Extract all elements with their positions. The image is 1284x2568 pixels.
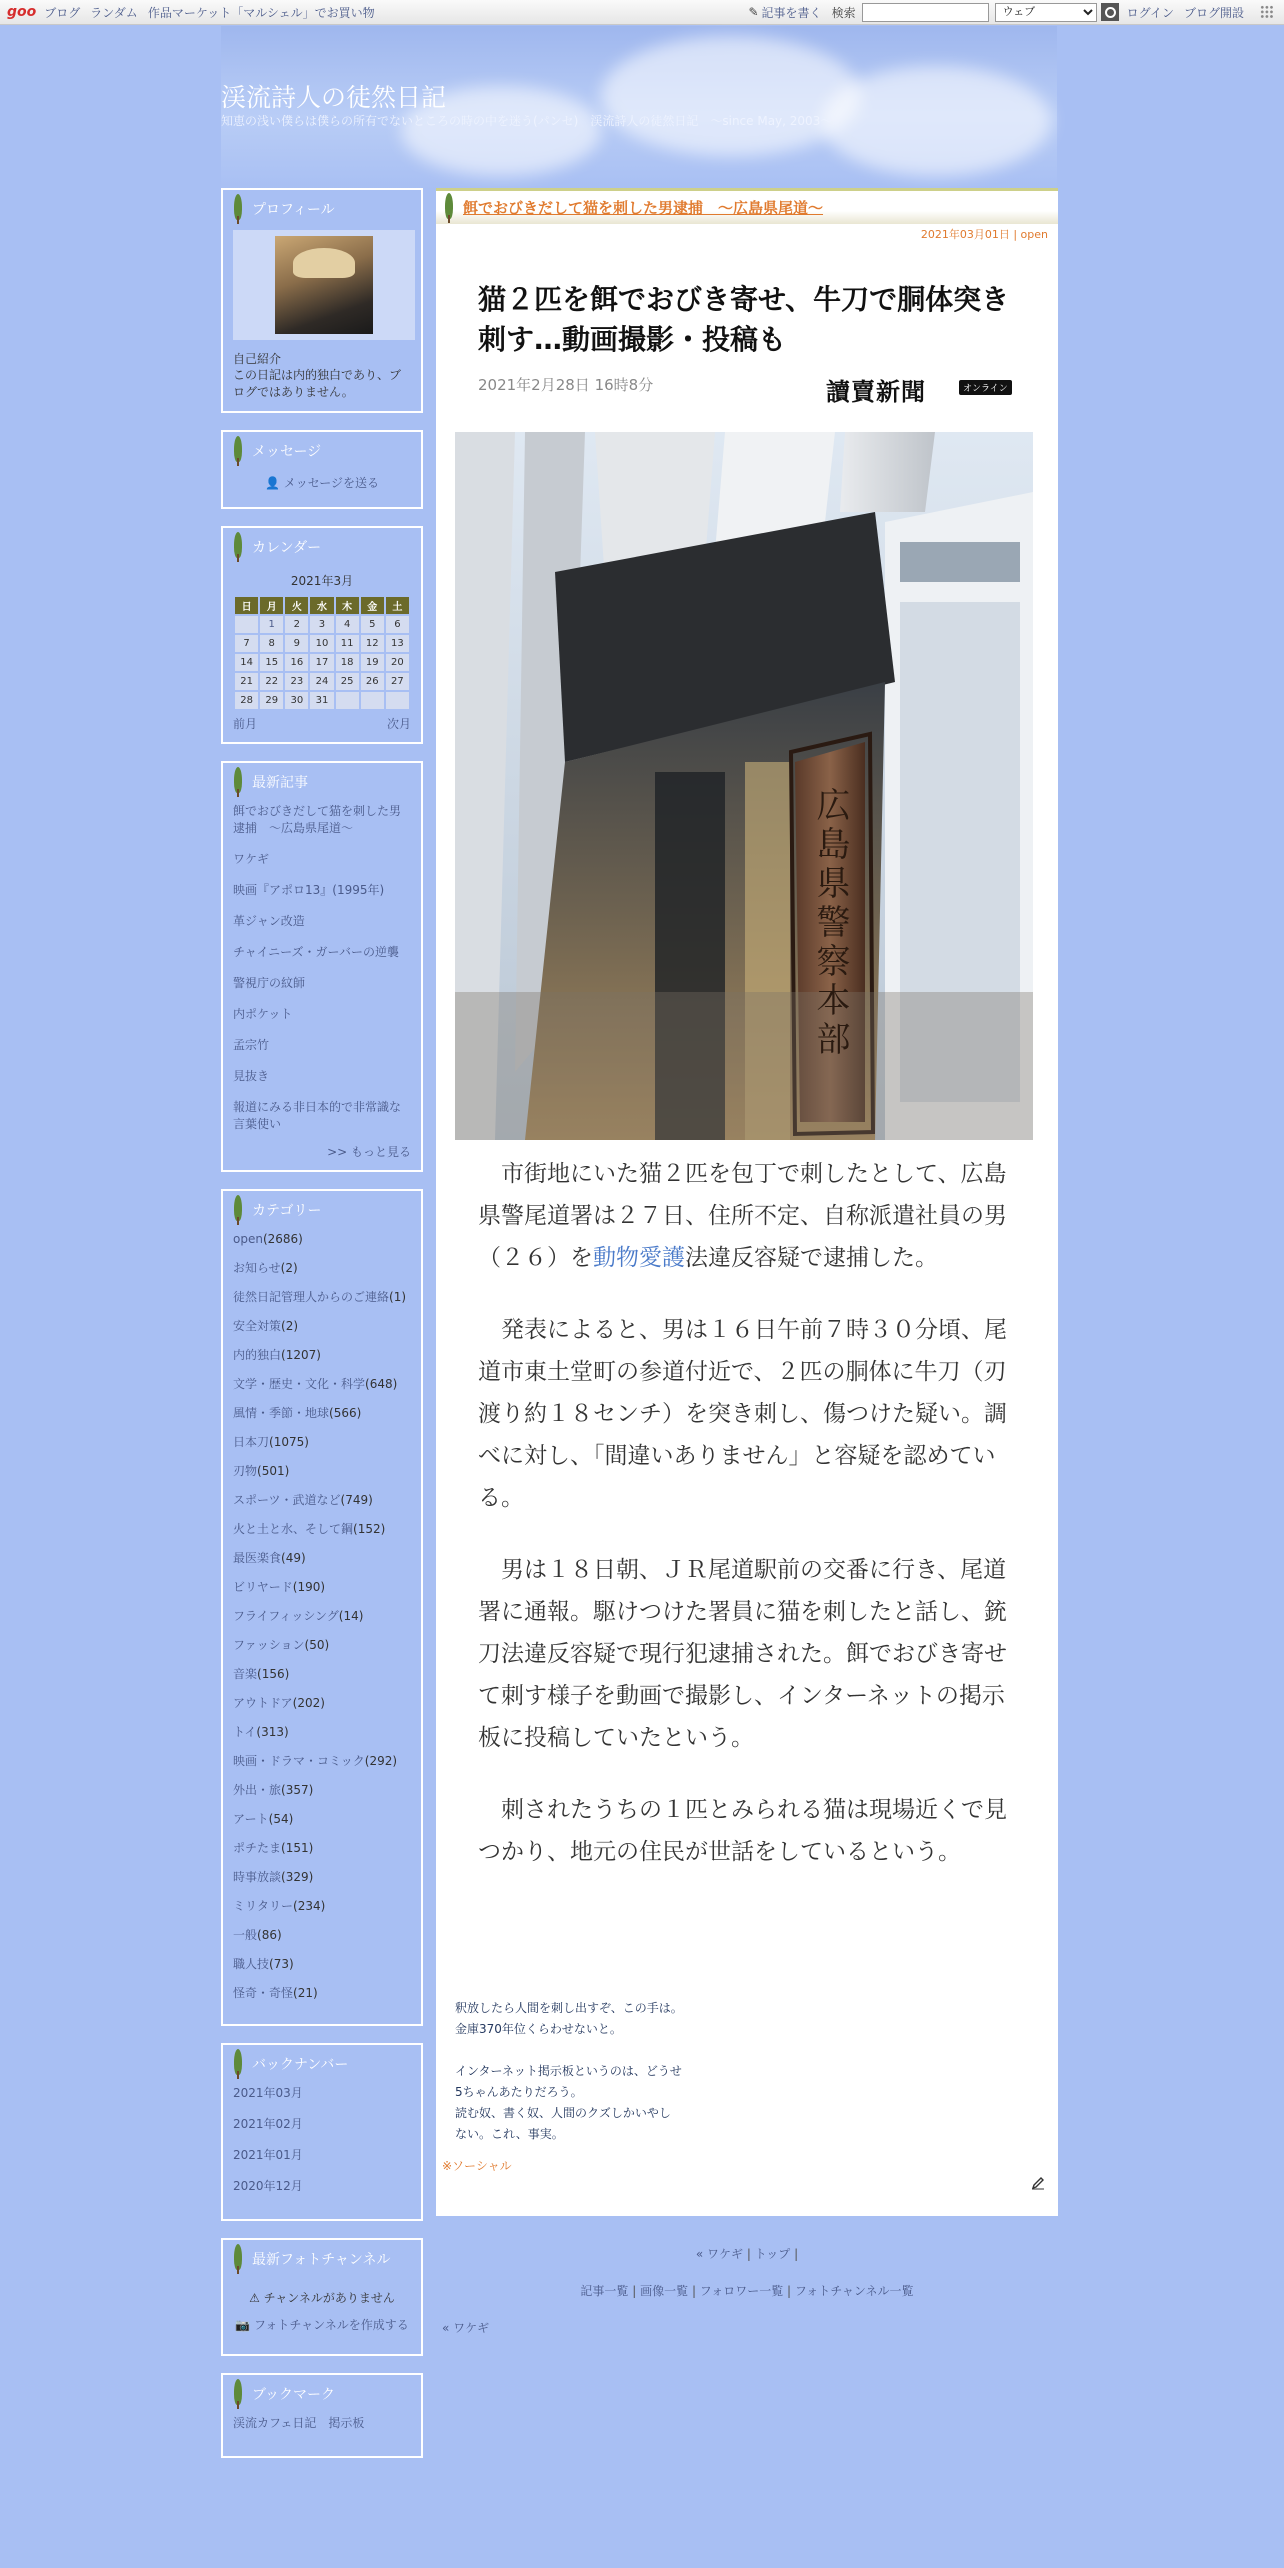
search-button[interactable]: [1101, 3, 1119, 21]
category-item: [233, 1463, 411, 1480]
bookmark-link[interactable]: 渓流カフェ日記 掲示板: [233, 2416, 365, 2430]
category-link[interactable]: 風情・季節・地球: [233, 1406, 330, 1420]
calendar-day: 23: [285, 673, 308, 690]
category-item: [233, 1521, 411, 1538]
category-count: (329): [281, 1870, 314, 1884]
weekday: 日: [235, 597, 258, 614]
top-link[interactable]: トップ: [754, 2247, 791, 2261]
weekday: 金: [361, 597, 384, 614]
category-count: (749): [340, 1493, 373, 1507]
followers-link[interactable]: フォロワー一覧: [699, 2284, 784, 2298]
calendar-day: 20: [386, 654, 409, 671]
message-box: [221, 430, 423, 509]
category-list: [233, 1231, 411, 2002]
calendar-day: 6: [386, 616, 409, 633]
calendar-day: 15: [260, 654, 283, 671]
news-paragraph: 発表によると、男は１６日午前７時３０分頃、尾道市東土堂町の参道付近で、２匹の胴体に牛刀（刃渡り約１８センチ）を突き刺し、傷つけた疑い。調べに対し、「間違いありません」と容疑を認めている。: [478, 1317, 1007, 1511]
recent-post-link[interactable]: 餌でおびきだして猫を刺した男逮捕 ～広島県尾道～: [233, 804, 402, 835]
camera-icon: 📷: [235, 2318, 255, 2332]
backnumber-link[interactable]: 2020年12月: [233, 2179, 303, 2193]
category-link[interactable]: 徒然日記管理人からのご連絡: [233, 1290, 390, 1304]
blog-header: [221, 26, 1057, 190]
search-label: 検索: [831, 5, 856, 20]
all-posts-link[interactable]: 記事一覧: [580, 2284, 629, 2298]
category-count: (190): [292, 1580, 326, 1594]
online-badge: オンライン: [959, 380, 1012, 395]
toolbar-link-random[interactable]: ランダム: [90, 5, 138, 20]
tree-icon: [231, 767, 245, 797]
calendar-day: 29: [260, 692, 283, 709]
avatar[interactable]: [275, 236, 373, 334]
search-scope-select[interactable]: [995, 3, 1097, 22]
category-count: (49): [281, 1551, 306, 1565]
site-title[interactable]: 渓流詩人の徒然日記: [221, 83, 447, 112]
category-count: (1): [389, 1290, 407, 1304]
category-link[interactable]: トイ: [233, 1725, 257, 1739]
category-item: [233, 1318, 411, 1335]
recent-post-link[interactable]: 報道にみる非日本的で非常識な言葉使い: [233, 1100, 402, 1131]
send-message-link[interactable]: 👤 メッセージを送る: [264, 476, 380, 490]
person-icon: 👤: [264, 476, 284, 490]
weekday: 月: [260, 597, 283, 614]
calendar-day: 4: [336, 616, 359, 633]
category-item: [233, 1608, 411, 1625]
edit-pencil-icon[interactable]: [1030, 2175, 1046, 2191]
more-posts-link[interactable]: >> もっと見る: [327, 1145, 411, 1159]
back-link[interactable]: « ワケギ: [442, 2321, 490, 2335]
article: [436, 188, 1058, 2216]
profile-image-frame: [233, 230, 415, 340]
backnumber-title: バックナンバー: [252, 2057, 349, 2073]
category-count: (151): [281, 1841, 314, 1855]
no-channel-text: チャンネルがありません: [263, 2291, 395, 2305]
category-count: (152): [353, 1522, 386, 1536]
site-description: 知恵の浅い僕らは僕らの所有でないところの時の中を迷う(パンセ) 渓流詩人の徒然日記 ～since May, 2003～: [221, 114, 833, 128]
recent-posts-title: 最新記事: [252, 775, 308, 791]
category-link[interactable]: 文学・歴史・文化・科学: [233, 1377, 366, 1391]
calendar-day: 8: [260, 635, 283, 652]
category-item: [233, 1637, 411, 1654]
calendar-day-link[interactable]: 1: [268, 619, 275, 630]
backnumber-link[interactable]: 2021年02月: [233, 2117, 303, 2131]
bookmark-box: [221, 2373, 423, 2458]
calendar-day: 24: [310, 673, 333, 690]
category-count: (1207): [281, 1348, 321, 1362]
category-link[interactable]: 怪奇・奇怪: [233, 1986, 294, 2000]
entry-category-link[interactable]: open: [1020, 228, 1048, 241]
calendar-day: 25: [336, 673, 359, 690]
photo-channel-title: 最新フォトチャンネル: [252, 2252, 391, 2268]
photo-illustration: [455, 432, 1033, 1140]
calendar-day: 17: [310, 654, 333, 671]
calendar-day: 26: [361, 673, 384, 690]
category-count: (2): [280, 1261, 298, 1275]
bookmark-title: ブックマーク: [252, 2387, 336, 2403]
calendar-day: [386, 692, 409, 709]
author-comment: 釈放したら人間を刺し出すぞ、この手は。 金庫370年位くらわせないと。 インターネット掲示板というのは、どうせ 5ちゃんあたりだろう。 読む奴、書く奴、人間のクズしかいやし ない。これ、事実。: [455, 2001, 683, 2141]
calendar-day: 28: [235, 692, 258, 709]
category-item: [233, 1289, 411, 1306]
keyword-link[interactable]: 動物愛護: [593, 1245, 685, 1271]
recent-post-link[interactable]: 孟宗竹: [233, 1038, 270, 1052]
category-item: [233, 1376, 411, 1393]
recent-post-link[interactable]: 見抜き: [233, 1069, 270, 1083]
open-blog-link[interactable]: ブログ開設: [1183, 5, 1244, 20]
calendar-day: 27: [386, 673, 409, 690]
category-item: [233, 1840, 411, 1857]
recent-post-link[interactable]: 内ポケット: [233, 1007, 293, 1021]
tree-icon: [231, 2379, 245, 2409]
category-item: [233, 1550, 411, 1567]
category-count: (648): [365, 1377, 398, 1391]
category-count: (86): [257, 1928, 282, 1942]
calendar-day: 21: [235, 673, 258, 690]
calendar-day: 19: [361, 654, 384, 671]
category-item: [233, 1753, 411, 1770]
category-item: [233, 1869, 411, 1886]
profile-intro-label: 自己紹介: [233, 352, 282, 366]
calendar-day: 16: [285, 654, 308, 671]
toolbar-link-marche[interactable]: 作品マーケット「マルシェル」でお買い物: [147, 5, 375, 20]
category-count: (2686): [262, 1232, 303, 1246]
news-paragraph: 市街地にいた猫２匹を包丁で刺したとして、広島県警尾道署は２７日、住所不定、自称派遣社員の男（２６）を動物愛護法違反容疑で逮捕した。: [478, 1161, 1007, 1271]
category-item: [233, 1782, 411, 1799]
weekday: 火: [285, 597, 308, 614]
toolbar-link-blog[interactable]: ブログ: [44, 5, 81, 20]
category-box: [221, 1189, 423, 2026]
sidebar: [221, 188, 423, 2475]
category-count: (234): [293, 1899, 326, 1913]
category-count: (357): [281, 1783, 314, 1797]
warning-icon: ⚠: [249, 2291, 264, 2305]
cloud-decoration: [821, 66, 1051, 176]
category-link[interactable]: アウトドア: [233, 1696, 293, 1710]
category-item: [233, 1434, 411, 1451]
entry-date-link[interactable]: 2021年03月01日: [920, 228, 1010, 241]
weekday: 水: [310, 597, 333, 614]
backnumber-link[interactable]: 2021年01月: [233, 2148, 303, 2162]
category-link[interactable]: 職人技: [233, 1957, 270, 1971]
news-date: 2021年2月28日 16時8分: [478, 376, 654, 394]
category-link[interactable]: アート: [233, 1812, 269, 1826]
calendar-title: カレンダー: [252, 540, 322, 556]
category-count: (202): [292, 1696, 325, 1710]
photo-channels-link[interactable]: フォトチャンネル一覧: [794, 2284, 914, 2298]
category-link[interactable]: 一般: [233, 1928, 258, 1942]
calendar-day: 10: [310, 635, 333, 652]
message-title: メッセージ: [252, 444, 322, 460]
news-paragraph: 刺されたうちの１匹とみられる猫は現場近くで見つかり、地元の住民が世話をしているという。: [478, 1797, 1007, 1865]
recent-post-link[interactable]: 革ジャン改造: [233, 914, 305, 928]
calendar-box: [221, 526, 423, 744]
calendar-prev-link[interactable]: 前月: [233, 717, 258, 731]
category-link[interactable]: 刃物: [233, 1464, 258, 1478]
calendar-day: 7: [235, 635, 258, 652]
all-images-link[interactable]: 画像一覧: [640, 2284, 689, 2298]
category-item: [233, 1579, 411, 1596]
backnumber-link[interactable]: 2021年03月: [233, 2086, 303, 2100]
login-link[interactable]: ログイン: [1126, 5, 1174, 20]
calendar-day: 3: [310, 616, 333, 633]
profile-box: [221, 188, 423, 413]
calendar-next-link[interactable]: 次月: [386, 717, 411, 731]
category-count: (501): [257, 1464, 290, 1478]
category-link[interactable]: 火と土と水、そして鋼: [233, 1522, 354, 1536]
category-count: (313): [256, 1725, 289, 1739]
calendar-day: 9: [285, 635, 308, 652]
category-item: [233, 1347, 411, 1364]
category-link[interactable]: 内的独白: [233, 1348, 282, 1362]
recent-posts-box: [221, 761, 423, 1172]
category-link[interactable]: open: [233, 1232, 263, 1246]
category-link[interactable]: 最医楽食: [233, 1551, 282, 1565]
backnumber-box: [221, 2043, 423, 2221]
category-item: [233, 1956, 411, 1973]
category-count: (14): [338, 1609, 364, 1623]
pager: « ワケギ | トップ | 記事一覧 | 画像一覧 | フォロワー一覧 | フォトチャンネル一覧 « ワケギ: [442, 2247, 914, 2335]
tree-icon: [442, 193, 456, 223]
recent-post-link[interactable]: ワケギ: [233, 852, 270, 866]
category-count: (73): [269, 1957, 294, 1971]
create-photo-channel-link[interactable]: フォトチャンネルを作成する: [254, 2318, 409, 2332]
category-count: (566): [329, 1406, 362, 1420]
calendar-day: 18: [336, 654, 359, 671]
police-hq-sign: 広島県警察本部: [810, 787, 850, 1060]
weekday: 土: [386, 597, 409, 614]
calendar-day: [235, 616, 258, 633]
news-body: [478, 1153, 1018, 1903]
category-item: [233, 1492, 411, 1509]
profile-title: プロフィール: [252, 202, 335, 218]
recent-post-link[interactable]: チャイニーズ・ガーバーの逆襲: [233, 945, 399, 959]
tree-icon: [231, 1195, 245, 1225]
category-title: カテゴリー: [252, 1203, 322, 1219]
tree-icon: [231, 194, 245, 224]
calendar-day: 2: [285, 616, 308, 633]
social-toggle[interactable]: ※ソーシャル: [442, 2159, 512, 2173]
grid-menu-icon[interactable]: [1260, 5, 1274, 19]
category-count: (1075): [269, 1435, 309, 1449]
entry-meta: 2021年03月01日 | open: [920, 228, 1048, 241]
category-count: (292): [364, 1754, 398, 1768]
calendar-day: 30: [285, 692, 308, 709]
category-item: [233, 1260, 411, 1277]
goo-toolbar: [0, 0, 1284, 25]
category-link[interactable]: 時事放談: [233, 1870, 282, 1884]
category-link[interactable]: スポーツ・武道など: [233, 1493, 341, 1507]
category-link[interactable]: お知らせ: [233, 1261, 281, 1275]
category-item: [233, 1666, 411, 1683]
tree-icon: [231, 436, 245, 466]
category-link[interactable]: 日本刀: [233, 1435, 270, 1449]
tree-icon: [231, 2049, 245, 2079]
category-item: [233, 1695, 411, 1712]
calendar-day: 5: [361, 616, 384, 633]
calendar-day: [336, 692, 359, 709]
category-link[interactable]: フライフィッシング: [233, 1609, 339, 1623]
category-item: [233, 1231, 411, 1248]
calendar-month: 2021年3月: [290, 574, 354, 588]
category-link[interactable]: ファッション: [233, 1638, 305, 1652]
category-item: [233, 1898, 411, 1915]
newspaper-logo: 讀賣新聞: [826, 377, 926, 406]
cloud-decoration: [601, 36, 861, 156]
entry-title-link[interactable]: 餌でおびきだして猫を刺した男逮捕 ～広島県尾道～: [463, 199, 824, 217]
calendar-day[interactable]: [260, 616, 283, 633]
category-item: [233, 1985, 411, 2002]
category-link[interactable]: ミリタリー: [233, 1899, 294, 1913]
pen-icon: ✎: [748, 5, 759, 19]
calendar-table: [233, 595, 411, 711]
calendar-day: 14: [235, 654, 258, 671]
category-link[interactable]: ポチたま: [233, 1841, 282, 1855]
prev-entry-link[interactable]: « ワケギ: [695, 2247, 743, 2261]
calendar-day: 22: [260, 673, 283, 690]
recent-post-link[interactable]: 映画『アポロ13』(1995年): [233, 883, 385, 897]
write-post-link[interactable]: 記事を書く: [761, 5, 822, 20]
calendar-day: 13: [386, 635, 409, 652]
photo-channel-box: [221, 2238, 423, 2356]
calendar-day: 11: [336, 635, 359, 652]
category-item: [233, 1927, 411, 1944]
category-link[interactable]: 映画・ドラマ・コミック: [233, 1754, 365, 1768]
category-count: (21): [293, 1986, 318, 2000]
calendar-day: [361, 692, 384, 709]
category-count: (156): [257, 1667, 290, 1681]
tree-icon: [231, 2244, 245, 2274]
profile-text: この日記は内的独白であり、ブログではありません。: [233, 368, 402, 399]
category-count: (50): [304, 1638, 330, 1652]
calendar-day: 31: [310, 692, 333, 709]
category-count: (2): [281, 1319, 299, 1333]
calendar-day: 12: [361, 635, 384, 652]
category-count: (54): [268, 1812, 294, 1826]
category-link[interactable]: 安全対策: [233, 1319, 282, 1333]
recent-post-link[interactable]: 警視庁の紋師: [233, 976, 306, 990]
category-link[interactable]: 音楽: [233, 1667, 258, 1681]
category-link[interactable]: 外出・旅: [233, 1783, 282, 1797]
police-hq-photo: [455, 432, 1033, 1140]
news-paragraph: 男は１８日朝、ＪＲ尾道駅前の交番に行き、尾道署に通報。駆けつけた署員に猫を刺したと話し、銃刀法違反容疑で現行犯逮捕された。餌でおびき寄せて刺す様子を動画で撮影し、インターネットの掲示板に投稿していたという。: [478, 1557, 1007, 1751]
category-link[interactable]: ビリヤード: [233, 1580, 293, 1594]
category-item: [233, 1724, 411, 1741]
weekday: 木: [336, 597, 359, 614]
news-headline: 猫２匹を餌でおびき寄せ、牛刀で胴体突き刺す…動画撮影・投稿も: [478, 283, 1010, 356]
category-item: [233, 1405, 411, 1422]
search-input[interactable]: [862, 3, 989, 22]
category-item: [233, 1811, 411, 1828]
tree-icon: [231, 532, 245, 562]
goo-logo[interactable]: goo: [7, 4, 37, 20]
